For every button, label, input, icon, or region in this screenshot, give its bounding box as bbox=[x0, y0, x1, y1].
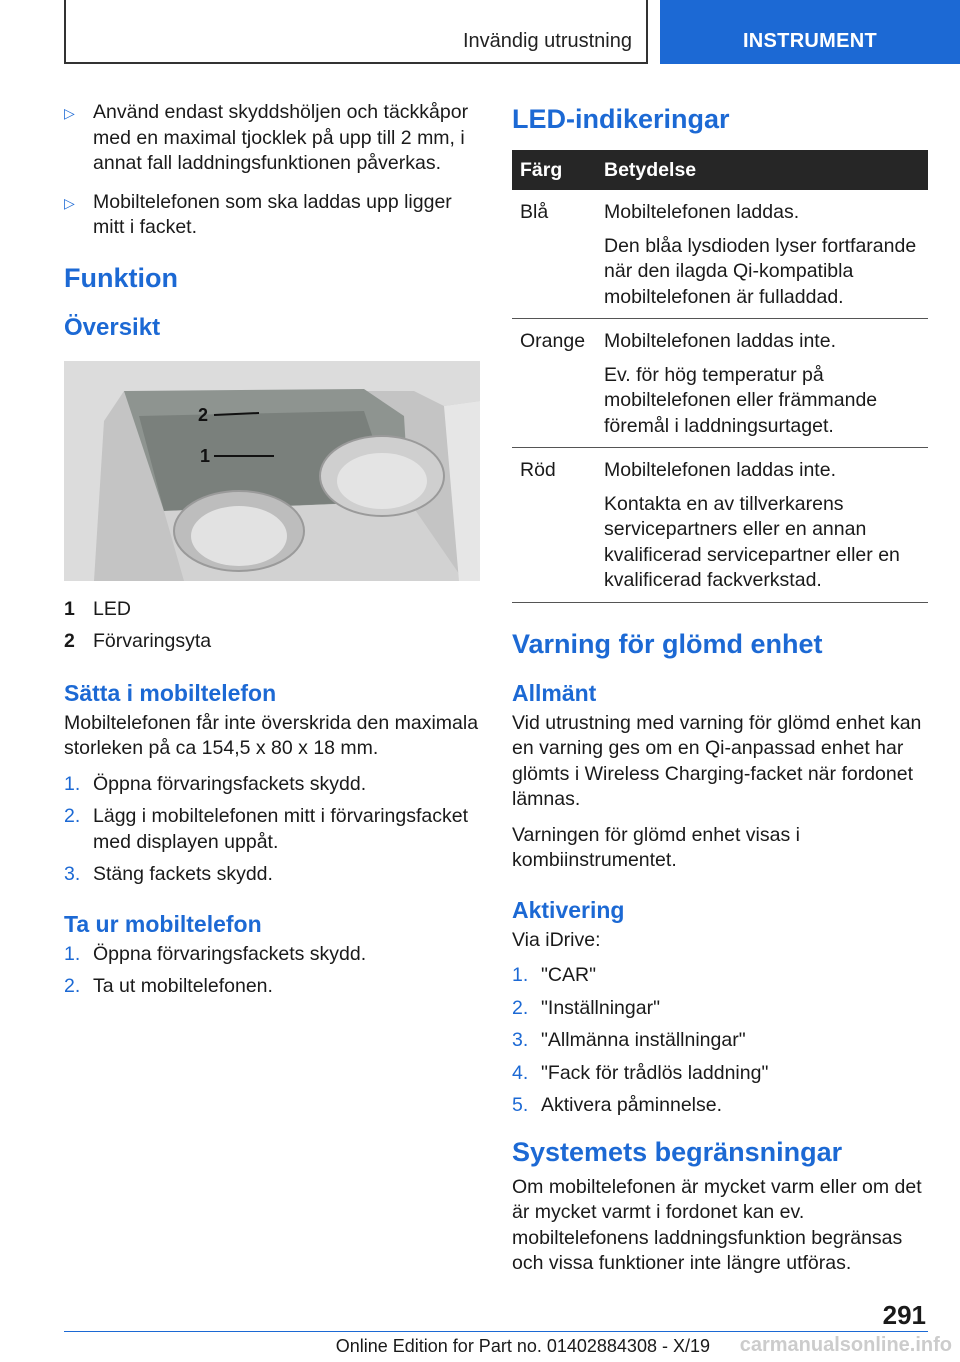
legend-item bbox=[64, 593, 480, 625]
satta-steps-list bbox=[64, 772, 480, 888]
legend-item bbox=[64, 625, 480, 657]
bullet-item bbox=[64, 190, 480, 241]
header-section-tab bbox=[64, 0, 648, 64]
legend-number: 2 bbox=[64, 629, 75, 652]
step-item bbox=[64, 804, 480, 855]
step-number: 2. bbox=[512, 996, 529, 1019]
table-row bbox=[512, 448, 928, 603]
table-header-farg: Färg bbox=[512, 150, 596, 190]
step-number: 5. bbox=[512, 1094, 529, 1116]
meaning-main: Mobiltelefonen laddas inte. bbox=[604, 459, 836, 481]
cell-meaning bbox=[596, 319, 928, 448]
step-number: 2. bbox=[64, 805, 81, 827]
left-column bbox=[64, 100, 480, 1007]
step-number: 3. bbox=[64, 863, 81, 885]
footer-divider bbox=[64, 1331, 928, 1332]
heading-allmant: Allmänt bbox=[512, 679, 597, 706]
step-number: 1. bbox=[512, 964, 529, 986]
meaning-sub: Den blåa lysdioden lyser fortfarande när den ilagda Qi-kompatibla mobiltelefonen är fulladdad. bbox=[604, 234, 917, 308]
step-item bbox=[64, 772, 480, 798]
step-item bbox=[512, 1028, 928, 1054]
heading-led-indikeringar: LED-indikeringar bbox=[512, 104, 730, 134]
photo-legend bbox=[64, 593, 480, 657]
page-number: 291 bbox=[882, 1300, 926, 1330]
system-paragraph: Om mobiltelefonen är mycket varm eller om det är mycket varmt i fordonet kan ev. mobiltelefonens laddningsfunktion begränsas och vissa funktioner inte längre utföras. bbox=[512, 1175, 922, 1274]
step-text: "Inställningar" bbox=[541, 996, 660, 1019]
allmant-paragraph-1: Vid utrustning med varning för glömd enhet kan en varning ges om en Qi-anpassad enhet har glömts i Wireless Charging-facket när fordonet lämnas. bbox=[512, 711, 922, 810]
bullet-text: Använd endast skyddshöljen och täckkåpor med en maximal tjocklek på upp till 2 mm, i annat fall laddningsfunktionen påverkas. bbox=[93, 101, 469, 174]
step-number: 1. bbox=[64, 942, 81, 965]
heading-satta-i: Sätta i mobiltelefon bbox=[64, 679, 277, 706]
step-item bbox=[512, 996, 928, 1022]
step-item bbox=[64, 862, 480, 888]
step-number: 3. bbox=[512, 1029, 529, 1051]
header-section-title: Invändig utrustning bbox=[462, 30, 632, 52]
step-text: Ta ut mobiltelefonen. bbox=[93, 975, 273, 997]
heading-systemets-begransningar: Systemets begränsningar bbox=[512, 1136, 843, 1167]
cell-color: Orange bbox=[512, 319, 596, 448]
step-number: 1. bbox=[64, 772, 81, 795]
meaning-main: Mobiltelefonen laddas inte. bbox=[604, 330, 836, 352]
edition-text: Online Edition for Part no. 01402884308 - X/19 bbox=[335, 1336, 710, 1356]
cell-color: Blå bbox=[512, 190, 596, 319]
ta-steps-list bbox=[64, 942, 480, 1000]
heading-funktion: Funktion bbox=[64, 262, 178, 293]
step-text: Öppna förvaringsfackets skydd. bbox=[93, 772, 367, 795]
photo-label-2: 2 bbox=[198, 404, 209, 425]
step-text: Öppna förvaringsfackets skydd. bbox=[93, 942, 367, 965]
header-chapter-tab bbox=[660, 0, 960, 64]
meaning-sub: Kontakta en av tillverkarens servicepartners eller en annan kvalificerad servicepartner eller en kvalificerad fackverkstad. bbox=[604, 492, 900, 591]
heading-aktivering: Aktivering bbox=[512, 896, 625, 923]
step-item bbox=[512, 1093, 928, 1119]
step-text: Aktivera påminnelse. bbox=[541, 1094, 723, 1116]
legend-number: 1 bbox=[64, 597, 75, 620]
step-item bbox=[512, 963, 928, 989]
charging-tray-photo bbox=[64, 361, 480, 581]
cell-meaning bbox=[596, 190, 928, 319]
table-header-row bbox=[512, 150, 928, 190]
triangle-bullet-icon: ▷ bbox=[64, 194, 75, 211]
table-row bbox=[512, 190, 928, 319]
step-number: 2. bbox=[64, 975, 81, 997]
heading-varning: Varning för glömd enhet bbox=[512, 628, 823, 659]
step-text: Stäng fackets skydd. bbox=[93, 863, 273, 885]
cell-color: Röd bbox=[512, 448, 596, 603]
heading-oversikt: Översikt bbox=[64, 313, 161, 341]
meaning-sub: Ev. för hög temperatur på mobiltelefonen eller främmande föremål i laddningsurtaget. bbox=[604, 363, 878, 437]
bullet-item bbox=[64, 100, 480, 177]
aktivering-steps-list bbox=[512, 963, 928, 1119]
watermark-text: carmanualsonline.info bbox=[739, 1334, 952, 1356]
step-number: 4. bbox=[512, 1061, 529, 1084]
header-chapter-title: INSTRUMENT bbox=[742, 30, 878, 52]
step-text: "CAR" bbox=[541, 964, 597, 986]
cell-meaning bbox=[596, 448, 928, 603]
step-item bbox=[512, 1061, 928, 1087]
triangle-bullet-icon: ▷ bbox=[64, 105, 75, 121]
legend-text: Förvaringsyta bbox=[93, 629, 212, 652]
photo-label-1: 1 bbox=[200, 445, 211, 466]
heading-ta-ur: Ta ur mobiltelefon bbox=[64, 910, 262, 937]
meaning-main: Mobiltelefonen laddas. bbox=[604, 201, 800, 223]
satta-paragraph: Mobiltelefonen får inte överskrida den maximala storleken på ca 154,5 x 80 x 18 mm. bbox=[64, 711, 479, 759]
step-text: "Allmänna inställningar" bbox=[541, 1029, 746, 1051]
allmant-paragraph-2: Varningen för glömd enhet visas i kombiinstrumentet. bbox=[512, 823, 800, 871]
step-text: Lägg i mobiltelefonen mitt i förvaringsfacket med displayen uppåt. bbox=[93, 805, 469, 853]
bullet-text: Mobiltelefonen som ska laddas upp ligger mitt i facket. bbox=[93, 190, 452, 238]
step-text: "Fack för trådlös laddning" bbox=[541, 1061, 769, 1084]
step-item bbox=[64, 974, 480, 1000]
aktivering-intro: Via iDrive: bbox=[512, 928, 601, 951]
right-column bbox=[512, 100, 928, 1287]
led-table bbox=[512, 150, 928, 603]
legend-text: LED bbox=[93, 597, 131, 620]
table-header-betydelse: Betydelse bbox=[596, 150, 928, 190]
step-item bbox=[64, 942, 480, 968]
table-row bbox=[512, 319, 928, 448]
charging-tray-illustration bbox=[64, 361, 480, 581]
